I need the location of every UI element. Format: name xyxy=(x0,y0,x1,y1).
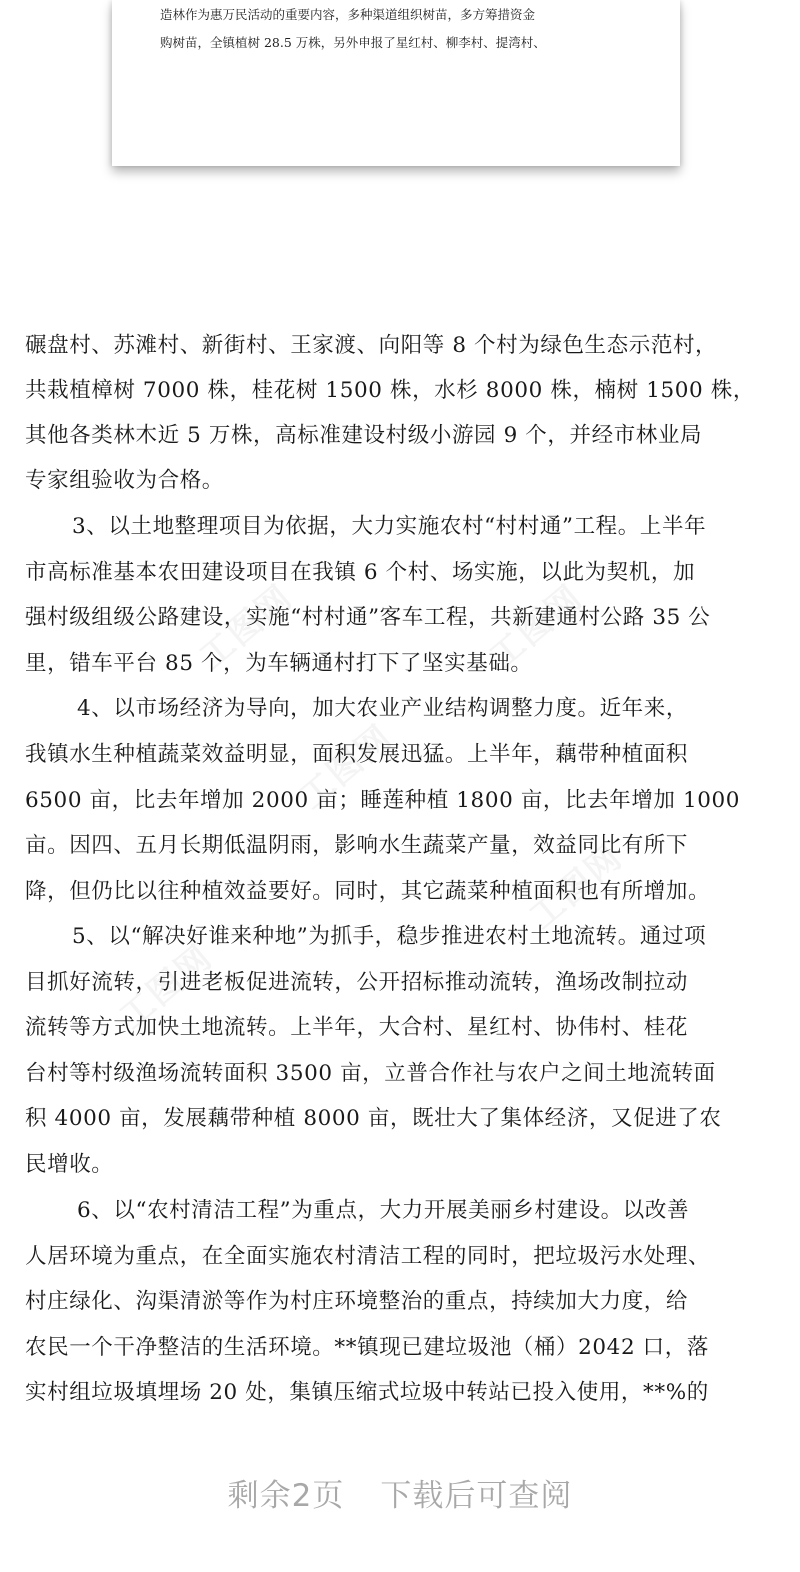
text-line: 积 4000 亩，发展藕带种植 8000 亩，既壮大了集体经济，又促进了农 xyxy=(25,1106,722,1131)
paragraph-start-line: 5、以“解决好谁来种地”为抓手，稳步推进农村土地流转。通过项 xyxy=(72,924,707,949)
text-line: 市高标准基本农田建设项目在我镇 6 个村、场实施，以此为契机，加 xyxy=(25,560,696,585)
watermark-text: 工图网 xyxy=(482,577,591,678)
watermark-text: 工图网 xyxy=(112,937,221,1038)
text-line: 碾盘村、苏滩村、新街村、王家渡、向阳等 8 个村为绿色生态示范村， xyxy=(25,333,718,358)
text-line: 农民一个干净整洁的生活环境。**镇现已建垃圾池（桶）2042 口，落 xyxy=(25,1335,709,1360)
text-line: 其他各类林木近 5 万株，高标准建设村级小游园 9 个，并经市林业局 xyxy=(25,423,703,448)
text-line: 共栽植樟树 7000 株，桂花树 1500 株，水杉 8000 株，楠树 1500 株， xyxy=(25,378,755,403)
text-line: 人居环境为重点，在全面实施农村清洁工程的同时，把垃圾污水处理、 xyxy=(25,1244,711,1269)
download-to-read-more-prompt[interactable] xyxy=(0,1470,800,1515)
paragraph-start-line: 3、以土地整理项目为依据，大力实施农村“村村通”工程。上半年 xyxy=(72,514,707,539)
previous-page-preview xyxy=(112,0,680,166)
text-line: 降，但仍比以往种植效益要好。同时，其它蔬菜种植面积也有所增加。 xyxy=(25,879,711,904)
text-line: 实村组垃圾填埋场 20 处，集镇压缩式垃圾中转站已投入使用，**%的 xyxy=(25,1380,709,1405)
text-line: 6500 亩，比去年增加 2000 亩；睡莲种植 1800 亩，比去年增加 1000 xyxy=(25,788,741,813)
remaining-pages-label: 剩余2页 xyxy=(227,1478,345,1514)
text-line: 亩。因四、五月长期低温阴雨，影响水生蔬菜产量，效益同比有所下 xyxy=(25,833,689,858)
watermark-text: 工图网 xyxy=(522,837,631,938)
prev-page-line: 购树苗，全镇植树 28.5 万株，另外申报了星红村、柳李村、提湾村、 xyxy=(160,35,546,50)
text-line: 强村级组级公路建设，实施“村村通”客车工程，共新建通村公路 35 公 xyxy=(25,605,711,630)
text-line: 专家组验收为合格。 xyxy=(25,468,224,493)
text-line: 台村等村级渔场流转面积 3500 亩，立普合作社与农户之间土地流转面 xyxy=(25,1061,716,1086)
prev-page-line: 造林作为惠万民活动的重要内容，多种渠道组织树苗，多方筹措资金 xyxy=(160,7,536,22)
watermark-text: 工图网 xyxy=(192,577,301,678)
text-line: 民增收。 xyxy=(25,1152,114,1177)
watermark-text: 工图网 xyxy=(292,717,401,818)
text-line: 目抓好流转，引进老板促进流转，公开招标推动流转，渔场改制拉动 xyxy=(25,970,689,995)
paragraph-start-line: 4、以市场经济为导向，加大农业产业结构调整力度。近年来， xyxy=(77,696,688,721)
text-line: 我镇水生种植蔬菜效益明显，面积发展迅猛。上半年，藕带种植面积 xyxy=(25,742,689,767)
text-line: 里，错车平台 85 个，为车辆通村打下了坚实基础。 xyxy=(25,651,533,676)
text-line: 流转等方式加快土地流转。上半年，大合村、星红村、协伟村、桂花 xyxy=(25,1015,689,1040)
text-line: 村庄绿化、沟渠清淤等作为村庄环境整治的重点，持续加大力度，给 xyxy=(25,1289,689,1314)
paragraph-start-line: 6、以“农村清洁工程”为重点，大力开展美丽乡村建设。以改善 xyxy=(77,1198,690,1223)
download-to-view-label[interactable]: 下载后可查阅 xyxy=(380,1478,573,1514)
